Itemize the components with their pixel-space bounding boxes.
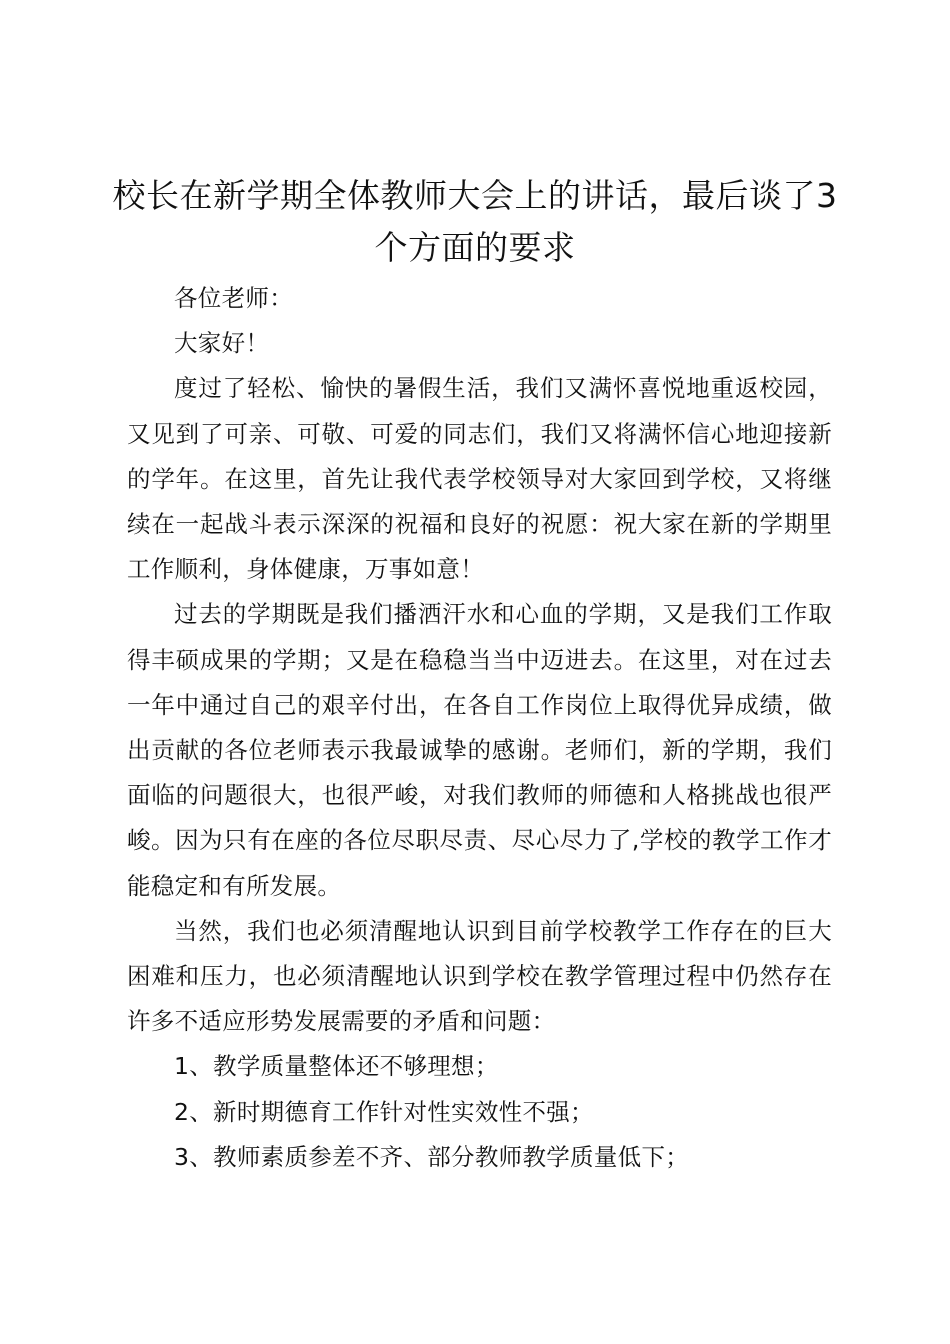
paragraph-greeting: 大家好！ <box>174 329 270 358</box>
document-title: 校长在新学期全体教师大会上的讲话，最后谈了3个方面的要求 <box>112 176 838 267</box>
paragraph-review: 过去的学期既是我们播洒汗水和心血的学期，又是我们工作取得丰硕成果的学期；又是在稳稳当当中迈进去。在这里，对在过去一年中通过自己的艰辛付出，在各自工作岗位上取得优异成绩，做出贡献的各位老师表示我最诚挚的感谢。老师们，新的学期，我们面临的问题很大，也很严峻，对我们教师的师德和人格挑战也很严峻。因为只有在座的各位尽职尽责、尽心尽力了,学校的教学工作才能稳定和有所发展。 <box>127 600 832 900</box>
list-item-2: 2、新时期德育工作针对性实效性不强； <box>174 1097 594 1126</box>
paragraph-problems-intro: 当然，我们也必须清醒地认识到目前学校教学工作存在的巨大困难和压力，也必须清醒地认识到学校在教学管理过程中仍然存在许多不适应形势发展需要的矛盾和问题： <box>127 916 832 1036</box>
paragraph-welcome: 度过了轻松、愉快的暑假生活，我们又满怀喜悦地重返校园，又见到了可亲、可敬、可爱的同志们，我们又将满怀信心地迎接新的学年。在这里，首先让我代表学校领导对大家回到学校，又将继续在一起战斗表示深深的祝福和良好的祝愿：祝大家在新的学期里工作顺利，身体健康，万事如意！ <box>127 374 832 584</box>
document-body <box>127 276 832 1180</box>
list-item-1: 1、教学质量整体还不够理想； <box>174 1052 499 1081</box>
paragraph-salutation: 各位老师： <box>174 284 293 312</box>
list-item-3: 3、教师素质参差不齐、部分教师教学质量低下； <box>174 1142 690 1171</box>
